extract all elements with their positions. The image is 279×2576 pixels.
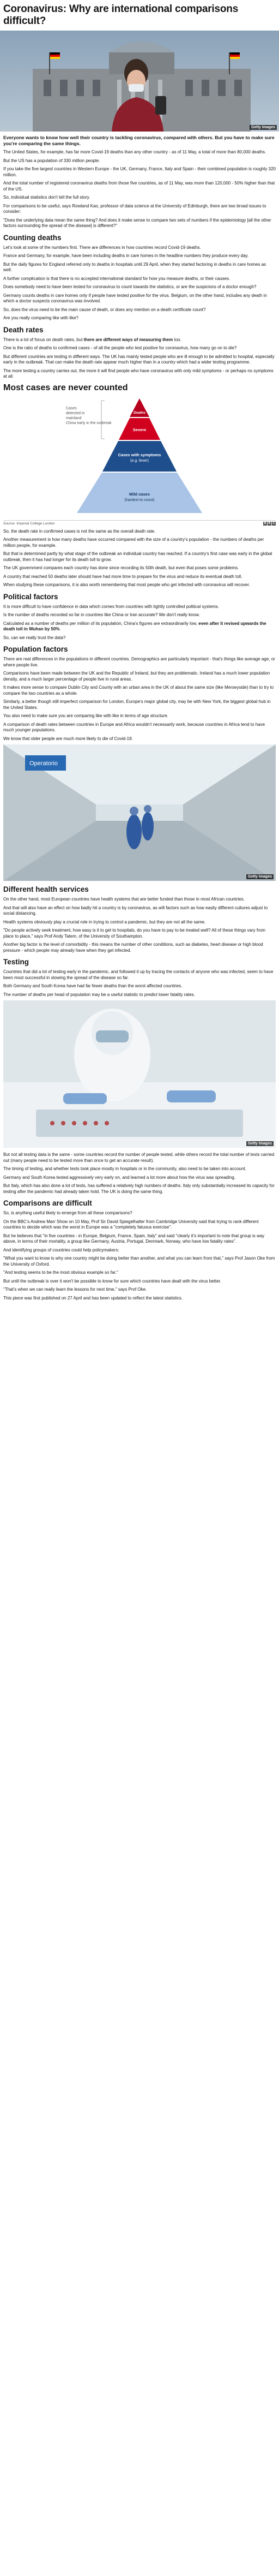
paragraph: Another big factor is the level of comorbidity - this means the number of other conditions, such as diabetes, heart disease or high blood pressure - which people may already have when they get infected. bbox=[3, 942, 263, 953]
hero-image bbox=[0, 31, 279, 132]
paragraph: Similarly, a better though still imperfect comparison for London, Europe's major global city, may be with New York, the biggest global hub in the United States. bbox=[3, 699, 271, 710]
paragraph: Another measurement is how many deaths have occurred compared with the size of a country's population - the numbers of deaths per million people, for example. bbox=[3, 537, 264, 548]
section-heading-population-factors: Population factors bbox=[3, 645, 68, 653]
paragraph: "That's when we can really learn the lessons for next time," says Prof Oke. bbox=[3, 1287, 147, 1292]
graphic-source bbox=[3, 520, 276, 526]
paragraph: But he believes that "in five countries - in Europe, Belgium, France, Spain, Italy" and said "clearly it's important to note that group is way above, in terms of their mortality, a group like Germany, Austria, Portugal, Denmark, Norway, who have low fatality rates". bbox=[3, 1233, 265, 1244]
paragraph: And that will also have an effect on how badly hit a country is by coronavirus, as will factors such as how easily different cultures adjust to social distancing. bbox=[3, 905, 268, 916]
lab-testing-photo bbox=[3, 1000, 276, 1148]
paragraph-death-rates-intro bbox=[3, 337, 276, 343]
hospital-corridor-photo bbox=[3, 744, 276, 881]
corridor-sign-text: Operatorio bbox=[29, 760, 58, 767]
paragraph: It makes more sense to compare Dublin City and County with an urban area in the UK of about the same size (like Merseyside) than to try to compare the two countries as a whole. bbox=[3, 685, 274, 696]
paragraph: This piece was first published on 27 April and has been updated to reflect the latest statistics. bbox=[3, 1295, 183, 1301]
graphic-title: Most cases are never counted bbox=[3, 383, 128, 392]
paragraph: So, is anything useful likely to emerge from all these comparisons? bbox=[3, 1211, 132, 1215]
paragraph: We know that older people are much more likely to die of Covid-19. bbox=[3, 736, 133, 741]
headline: Coronavirus: Why are international comparisons difficult? bbox=[3, 3, 239, 27]
photo-credit: Getty Images bbox=[246, 1141, 274, 1146]
paragraph: When studying these comparisons, it is also worth remembering that most people who get infected with coronavirus will recover. bbox=[3, 582, 250, 587]
hero-credit: Getty Images bbox=[250, 125, 277, 130]
paragraph: But Italy, which has also done a lot of tests, has suffered a relatively high numbers of deaths. Italy only substantially increased its capacity for testing after the pandemic had already taken hold. The UK is doing the same thing. bbox=[3, 1183, 275, 1194]
bbc-logo bbox=[263, 522, 276, 526]
intro-paragraph: If you take the five largest countries in Western Europe - the UK, Germany, France, Italy and Spain - their combined population is roughly 320 million. bbox=[3, 166, 276, 177]
section-heading-counting-deaths: Counting deaths bbox=[3, 233, 62, 242]
cases-pyramid bbox=[3, 395, 276, 516]
tier-label-severe: Severe bbox=[132, 427, 147, 432]
bbc-block: B bbox=[264, 521, 266, 525]
paragraph: So, does the virus need to be the main cause of death, or does any mention on a death certificate count? bbox=[3, 307, 206, 312]
paragraph: A further complication is that there is no accepted international standard for how you measure deaths, or their causes. bbox=[3, 276, 231, 281]
bbc-block: C bbox=[272, 521, 275, 525]
paragraph: It is more difficult to have confidence in data which comes from countries with tightly controlled political systems. bbox=[3, 604, 220, 609]
tier-sub-symptoms: (e.g. fever) bbox=[130, 458, 149, 463]
paragraph: Does somebody need to have been tested for coronavirus to count towards the statistics, or are the suspicions of a doctor enough? bbox=[3, 284, 257, 289]
intro-paragraph: The United States, for example, has far more Covid-19 deaths than any other country - as of 11 May, a total of more than 80,000 deaths. bbox=[3, 150, 266, 154]
paragraph: On the other hand, most European countries have health systems that are better funded than those in most African countries. bbox=[3, 897, 245, 902]
paragraph: But the daily figures for England referred only to deaths in hospitals until 29 April, when they started factoring in deaths in care homes as well. bbox=[3, 261, 266, 272]
lab-testing-illustration bbox=[3, 1000, 276, 1148]
paragraph: So, the death rate in confirmed cases is not the same as the overall death rate. bbox=[3, 528, 156, 534]
paragraph: The more testing a country carries out, the more it will find people who have coronavirus with only mild symptoms - or perhaps no symptoms at all. bbox=[3, 368, 274, 379]
intro-paragraph: But the US has a population of 330 million people. bbox=[3, 158, 100, 163]
paragraph: The timing of testing, and whether tests took place mostly in hospitals or in the community, also need to be taken into account. bbox=[3, 1166, 246, 1171]
paragraph: Both Germany and South Korea have had far fewer deaths than the worst affected countries. bbox=[3, 983, 183, 988]
text-run: too. bbox=[173, 337, 181, 342]
paragraph: Comparisons have been made between the UK and the Republic of Ireland, but they are problematic. Ireland has a much lower population density, and a much larger percentage of people live in rural areas. bbox=[3, 671, 270, 682]
paragraph: The UK government compares each country has done since recording its 50th death, but even that poses some problems. bbox=[3, 565, 239, 570]
tier-sub-mild: (hardest to count) bbox=[124, 498, 155, 502]
paragraph: Countries that did a lot of testing early in the pandemic, and followed it up by tracing the contacts of anyone who was infected, seem to have been most successful in slowing the spread of the disease so far. bbox=[3, 969, 274, 980]
paragraph: But not all testing data is the same - some countries record the number of people tested, while others record the total number of tests carried out (many people need to be tested more than once to get an accurate result). bbox=[3, 1152, 275, 1163]
section-heading-testing: Testing bbox=[3, 958, 29, 966]
intro-paragraph: So, individual statistics don't tell the full story. bbox=[3, 195, 90, 200]
article-body bbox=[0, 135, 279, 1301]
paragraph: "Do people actively seek treatment, how easy is it to get to hospitals, do you have to pay to be treated well? All of these things vary from place to place," says Prof Andy Tatem, of the University of Southampton. bbox=[3, 928, 265, 939]
bbc-block: B bbox=[268, 521, 271, 525]
hospital-corridor-illustration bbox=[3, 744, 276, 881]
text-run: There is a lot of focus on death rates, but bbox=[3, 337, 84, 342]
photo-credit: Getty Images bbox=[246, 874, 274, 879]
paragraph: Are you really comparing like with like? bbox=[3, 315, 78, 320]
lead-paragraph: Everyone wants to know how well their country is tackling coronavirus, compared with others. But you have to make sure you're comparing the same things. bbox=[3, 135, 275, 146]
bold-text-run: even after it revised upwards the death toll in Wuhan by 50% bbox=[3, 621, 266, 631]
paragraph: On the BBC's Andrew Marr Show on 10 May, Prof Sir David Spiegelhalter from Cambridge University said that trying to rank different countries to decide which was the worst in Europe was a "completely fatuous exercise". bbox=[3, 1219, 259, 1230]
paragraph: You also need to make sure you are comparing like with like in terms of age structure. bbox=[3, 713, 168, 718]
paragraph: But different countries are testing in different ways. The UK has mainly tested people who are ill enough to be admitted to hospital, especially early in the outbreak. That can make the death rate appear much higher than in a country which had a wider testing programme. bbox=[3, 354, 275, 365]
paragraph: There are real differences in the populations in different countries. Demographics are particularly important - that's things like average age, or where people live. bbox=[3, 657, 275, 667]
paragraph: Let's look at some of the numbers first. There are differences in how countries record Covid-19 deaths. bbox=[3, 245, 201, 250]
paragraph: "And testing seems to be the most obvious example so far." bbox=[3, 1270, 118, 1275]
source-text: Source: Imperial College London bbox=[3, 521, 55, 526]
intro-paragraph: "Does the underlying data mean the same thing? And does it make sense to compare two sets of numbers if the epidemiology [all the other factors surrounding the spread of the disease] is different?" bbox=[3, 217, 271, 228]
paragraph: And identifying groups of countries could help policymakers: bbox=[3, 1247, 119, 1253]
cases-pyramid-graphic bbox=[3, 383, 276, 526]
paragraph-china-figures bbox=[3, 621, 276, 633]
text-run: Calculated as a number of deaths per million of its population, China's figures are extraordinarily low, bbox=[3, 621, 199, 626]
paragraph: So, can we really trust the data? bbox=[3, 635, 66, 640]
section-heading-health-services: Different health services bbox=[3, 885, 89, 893]
paragraph: One is the ratio of deaths to confirmed cases - of all the people who test positive for coronavirus, how many go on to die? bbox=[3, 345, 237, 350]
paragraph: France and Germany, for example, have been including deaths in care homes in the headline numbers they produce every day. bbox=[3, 253, 249, 258]
paragraph: A comparison of death rates between countries in Europe and Africa wouldn't necessarily work, because countries in Africa tend to have much younger populations. bbox=[3, 721, 265, 732]
paragraph: But until the outbreak is over it won't be possible to know for sure which countries have dealt with the virus better. bbox=[3, 1278, 221, 1284]
paragraph: "What you want to know is why one country might be doing better than another, and what you can learn from that," says Prof Jason Oke from the University of Oxford. bbox=[3, 1256, 275, 1267]
tier-label-deaths: Deaths bbox=[134, 410, 145, 415]
tier-label-mild: Mild cases bbox=[129, 491, 150, 497]
paragraph: Germany and South Korea tested aggressively very early on, and learned a lot more about how the virus was spreading. bbox=[3, 1174, 236, 1180]
section-heading-death-rates: Death rates bbox=[3, 325, 44, 334]
intro-paragraph: And the total number of registered coronavirus deaths from those five countries, as of 11 May, was more than 120,000 - 50% higher than that of the US. bbox=[3, 181, 275, 192]
pyramid-side-label: Cases detected in mainland China early in the outbreak bbox=[66, 406, 112, 425]
paragraph: A country that reached 50 deaths later should have had more time to prepare for the virus and reduce its eventual death toll. bbox=[3, 574, 242, 579]
paragraph: Health systems obviously play a crucial role in trying to control a pandemic, but they are not all the same. bbox=[3, 919, 206, 925]
bold-text-run: there are different ways of measuring them bbox=[83, 337, 173, 342]
paragraph: The number of deaths per head of population may be a useful statistic to predict lower fatality rates. bbox=[3, 992, 195, 997]
text-run: . bbox=[59, 627, 61, 631]
section-heading-comparisons: Comparisons are difficult bbox=[3, 1199, 92, 1207]
hero-photo-illustration bbox=[0, 31, 279, 132]
tier-label-symptoms: Cases with symptoms bbox=[118, 452, 161, 457]
paragraph: Germany counts deaths in care homes only if people have tested positive for the virus. Belgium, on the other hand, includes any death in which a doctor suspects coronavirus was involved. bbox=[3, 293, 267, 303]
intro-paragraph: For comparisons to be useful, says Rowland Kao, professor of data science at the University of Edinburgh, there are two broad issues to consider: bbox=[3, 203, 266, 214]
section-heading-political-factors: Political factors bbox=[3, 592, 58, 601]
paragraph: But that is determined partly by what stage of the outbreak an individual country has reached. If a country's first case was early in the global outbreak, then it has had longer for its death toll to grow. bbox=[3, 551, 272, 562]
paragraph: Is the number of deaths recorded so far in countries like China or Iran accurate? We don't really know. bbox=[3, 612, 200, 617]
